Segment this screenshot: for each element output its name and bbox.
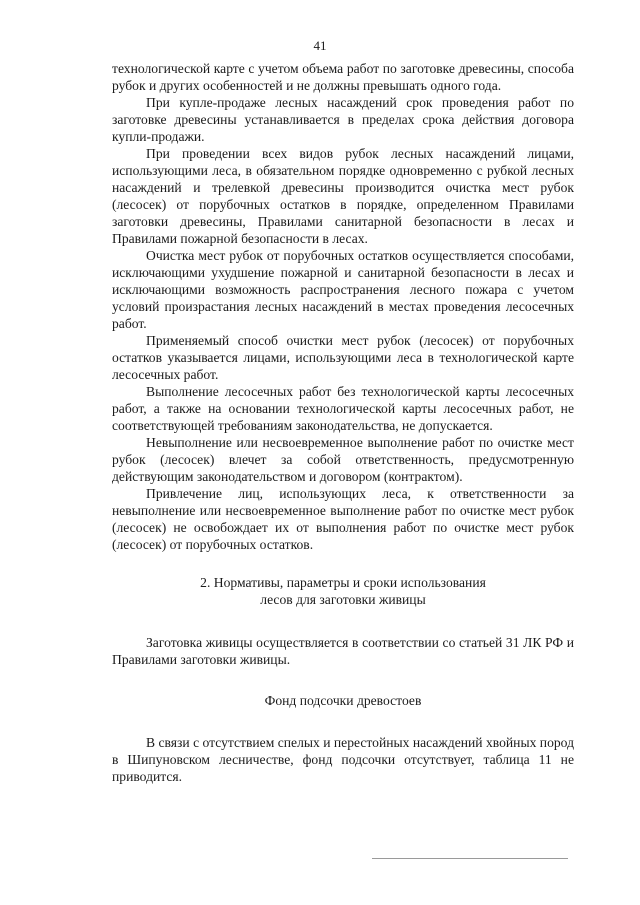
spacer <box>112 553 574 574</box>
section-title-line-2: лесов для заготовки живицы <box>260 592 426 607</box>
page-number: 41 <box>313 38 327 53</box>
footer-divider <box>372 858 568 859</box>
paragraph-cleaning-methods: Очистка мест рубок от порубочных остатков осуществляется способами, исключающими ухудшение пожарной и санитарной безопасности в лесах и исключающими возможность распространения лесного пожара с учетом условий произрастания лесных насаждений в местах проведения лесосечных работ. <box>112 248 574 331</box>
section-title-line-1: 2. Нормативы, параметры и сроки использования <box>200 575 486 590</box>
spacer <box>112 608 574 634</box>
paragraph-cleaning-method-indicated: Применяемый способ очистки мест рубок (лесосек) от порубочных остатков указывается лицами, использующими леса в технологической карте лесосечных работ. <box>112 333 574 382</box>
paragraph-sale-term: При купле-продаже лесных насаждений срок проведения работ по заготовке древесины устанавливается в пределах срока действия договора купли-продажи. <box>112 95 574 144</box>
paragraph-liability-exemption: Привлечение лиц, использующих леса, к ответственности за невыполнение или несвоевременное выполнение работ по очистке мест рубок (лесосек) не освобождает их от выполнения работ по очистке мест рубок (лесосек) от порубочных остатков. <box>112 486 574 552</box>
paragraph-tapping-fund: В связи с отсутствием спелых и перестойных насаждений хвойных пород в Шипуновском лесничестве, фонд подсочки отсутствует, таблица 11 не приводится. <box>112 735 574 784</box>
page-content <box>112 60 574 785</box>
paragraph-resin-harvesting: Заготовка живицы осуществляется в соответствии со статьей 31 ЛК РФ и Правилами заготовки живицы. <box>112 635 574 667</box>
paragraph-cleaning-obligation: При проведении всех видов рубок лесных насаждений лицами, использующими леса, в обязательном порядке одновременно с рубкой лесных насаждений и трелевкой древесины производится очистка мест рубок (лесосек) от порубочных остатков в порядке, определенном Правилами заготовки древесины, Правилами санитарной безопасности в лесах и Правилами пожарной безопасности в лесах. <box>112 146 574 246</box>
spacer <box>112 709 574 734</box>
paragraph-liability: Невыполнение или несвоевременное выполнение работ по очистке мест рубок (лесосек) влечет за собой ответственность, предусмотренную действующим законодательством и договором (контрактом). <box>112 435 574 484</box>
subsection-title: Фонд подсочки древостоев <box>264 693 422 708</box>
spacer <box>112 668 574 692</box>
paragraph-technological-map: Выполнение лесосечных работ без технологической карты лесосечных работ, а также на основании технологической карты лесосечных работ, не соответствующей требованиям законодательства, не допускается. <box>112 384 574 433</box>
paragraph-continuation: технологической карте с учетом объема работ по заготовке древесины, способа рубок и других особенностей и не должны превышать одного года. <box>112 61 574 93</box>
